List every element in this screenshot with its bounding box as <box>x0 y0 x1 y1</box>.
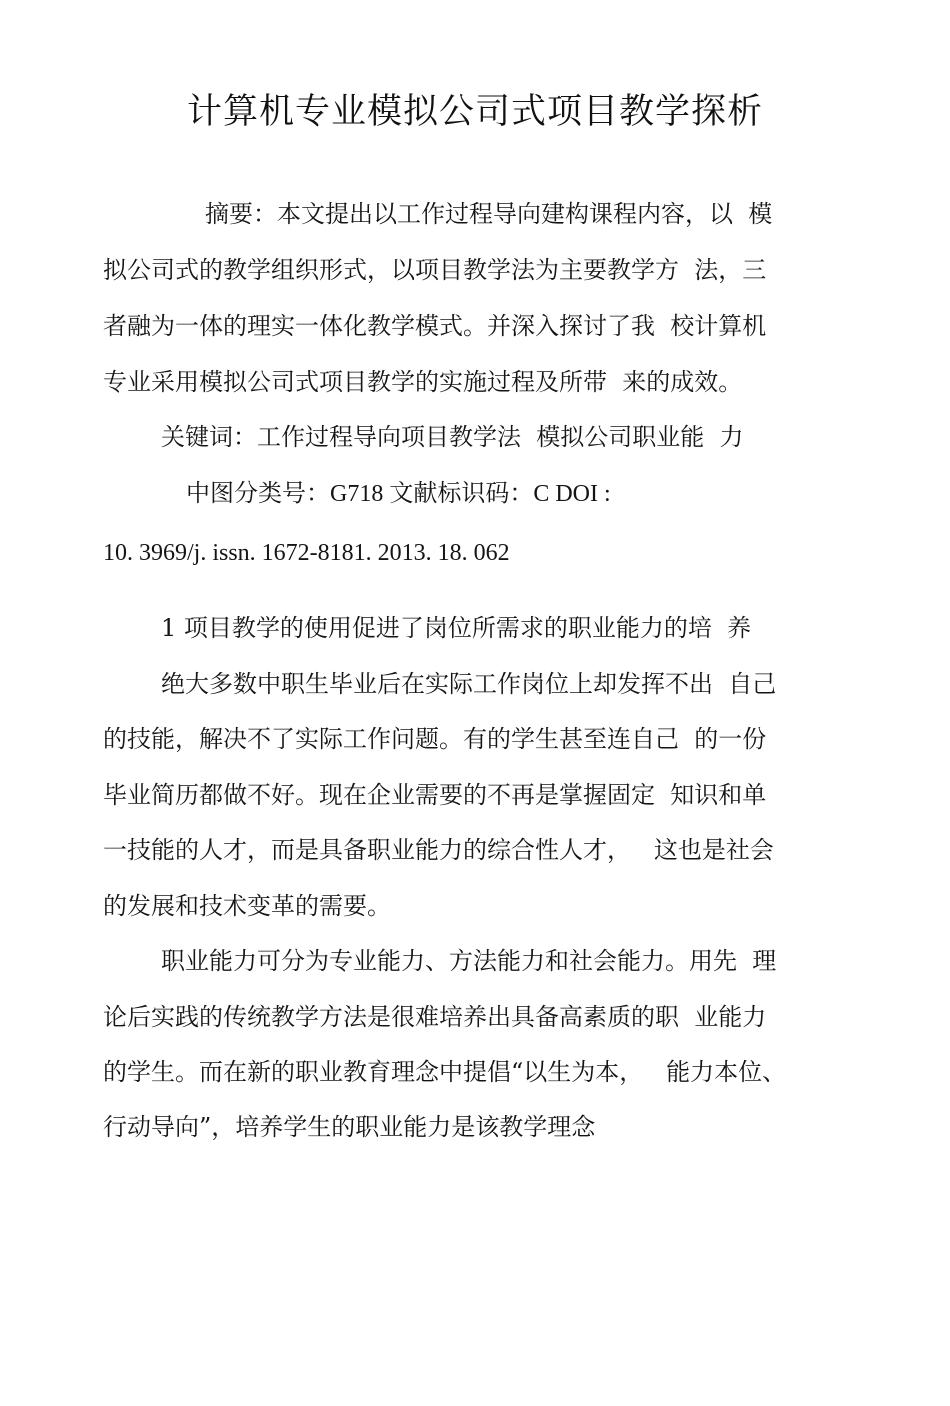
body-line: 行动导向”，培养学生的职业能力是该教学理念 <box>103 1113 596 1141</box>
abstract-line: 拟公司式的教学组织形式，以项目教学法为主要教学方 法，三 <box>103 256 767 284</box>
doi-line: 10. 3969/j. issn. 1672-8181. 2013. 18. 062 <box>103 540 510 566</box>
body-line: 一技能的人才，而是具备职业能力的综合性人才， 这也是社会 <box>103 836 774 864</box>
body-line: 职业能力可分为专业能力、方法能力和社会能力。用先 理 <box>161 947 777 975</box>
abstract-line: 者融为一体的理实一体化教学模式。并深入探讨了我 校计算机 <box>103 312 767 340</box>
body-line: 的发展和技术变革的需要。 <box>103 892 391 920</box>
document-title: 计算机专业模拟公司式项目教学探析 <box>186 92 763 132</box>
section-heading: 1 项目教学的使用促进了岗位所需求的职业能力的培 养 <box>161 614 752 642</box>
keywords-line: 关键词：工作过程导向项目教学法 模拟公司职业能 力 <box>161 423 744 451</box>
abstract-line: 专业采用模拟公司式项目教学的实施过程及所带 来的成效。 <box>103 368 743 396</box>
body-line: 毕业简历都做不好。现在企业需要的不再是掌握固定 知识和单 <box>103 781 767 809</box>
abstract-line: 摘要：本文提出以工作过程导向建构课程内容，以 模 <box>205 200 773 228</box>
body-line: 的学生。而在新的职业教育理念中提倡“以生为本， 能力本位、 <box>103 1058 787 1086</box>
body-line: 的技能，解决不了实际工作问题。有的学生甚至连自己 的一份 <box>103 725 767 753</box>
classification-line: 中图分类号：G718 文献标识码：C DOI : <box>186 481 611 507</box>
body-line: 论后实践的传统教学方法是很难培养出具备高素质的职 业能力 <box>103 1003 767 1031</box>
body-line: 绝大多数中职生毕业后在实际工作岗位上却发挥不出 自己 <box>161 670 777 698</box>
